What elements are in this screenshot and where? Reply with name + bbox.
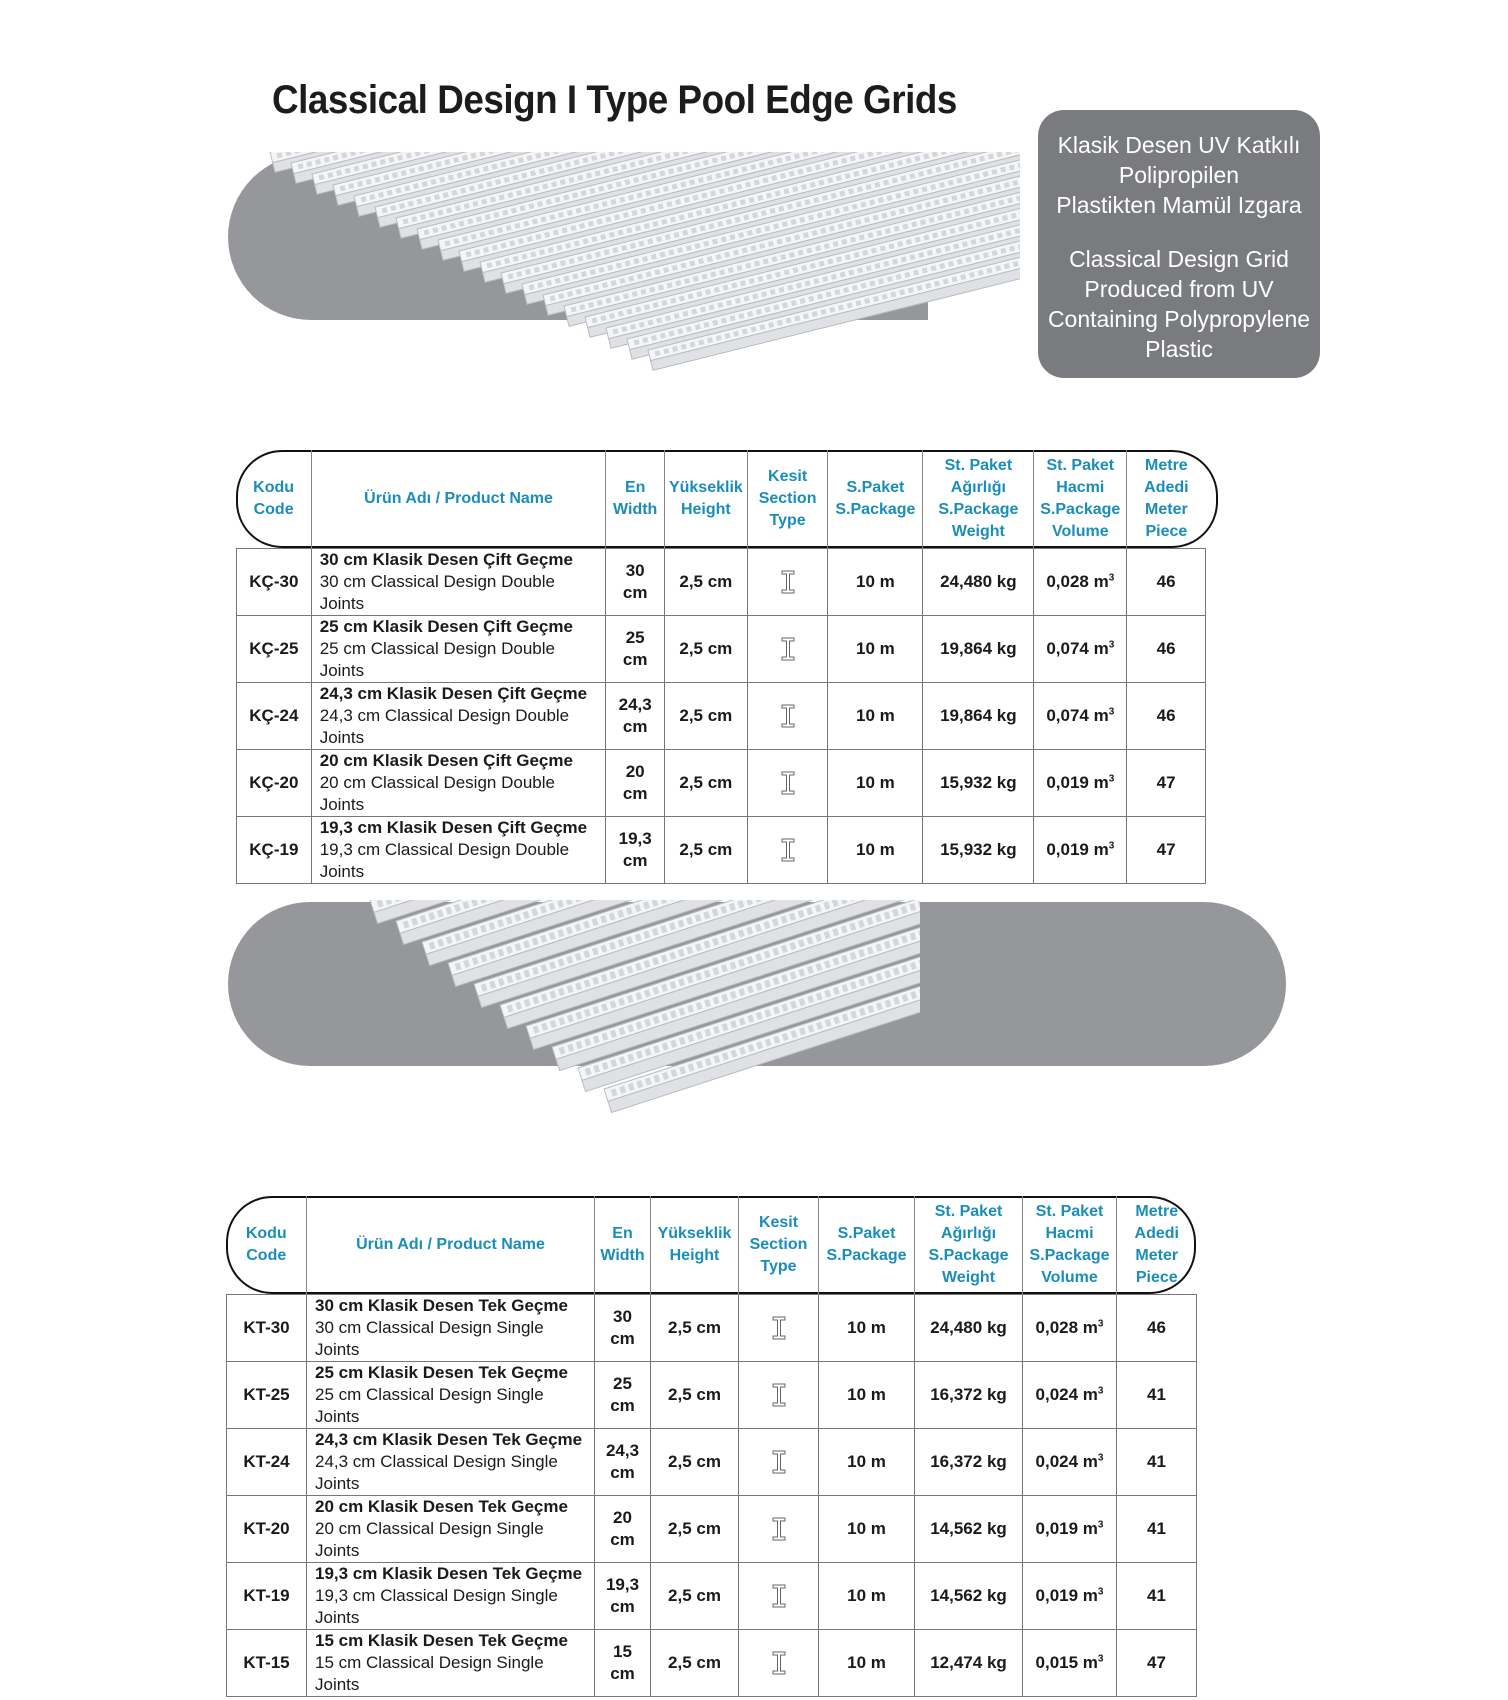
double-joints-table bbox=[236, 450, 1206, 884]
volume-unit: m bbox=[1078, 1653, 1098, 1672]
volume-unit: m bbox=[1078, 1385, 1098, 1404]
volume-value: 0,019 bbox=[1035, 1519, 1079, 1538]
meter-piece: 47 bbox=[1117, 1630, 1197, 1697]
product-name-en: 24,3 cm Classical Design Double Joints bbox=[319, 706, 570, 747]
product-name-tr: 30 cm Klasik Desen Çift Geçme bbox=[319, 550, 573, 569]
col-package-header: S.Paket S.Package bbox=[819, 1196, 915, 1295]
table-row bbox=[237, 750, 1206, 817]
table2-header-row bbox=[227, 1196, 1197, 1295]
table1-header-row bbox=[237, 450, 1206, 549]
package-length: 10 m bbox=[819, 1563, 915, 1630]
i-beam-section-icon bbox=[772, 1316, 786, 1340]
volume-exponent: 3 bbox=[1108, 773, 1115, 785]
section-type bbox=[747, 817, 828, 884]
package-weight: 24,480 kg bbox=[915, 1295, 1023, 1362]
i-beam-section-icon bbox=[781, 704, 795, 728]
package-volume bbox=[1023, 1362, 1117, 1429]
col-width-header: En Width bbox=[606, 450, 665, 549]
package-volume bbox=[1023, 1429, 1117, 1496]
product-name bbox=[307, 1496, 595, 1563]
product-name-en: 25 cm Classical Design Double Joints bbox=[319, 639, 555, 680]
product-name-en: 19,3 cm Classical Design Single Joints bbox=[315, 1586, 558, 1627]
product-height: 2,5 cm bbox=[664, 549, 747, 616]
package-weight: 15,932 kg bbox=[923, 817, 1034, 884]
volume-value: 0,019 bbox=[1035, 1586, 1079, 1605]
table-row bbox=[227, 1630, 1197, 1697]
col-name-header: Ürün Adı / Product Name bbox=[307, 1196, 595, 1295]
product-height: 2,5 cm bbox=[664, 616, 747, 683]
volume-unit: m bbox=[1088, 706, 1109, 725]
product-height: 2,5 cm bbox=[664, 750, 747, 817]
volume-value: 0,028 bbox=[1046, 572, 1089, 591]
section-type bbox=[739, 1295, 819, 1362]
meter-piece: 41 bbox=[1117, 1563, 1197, 1630]
package-weight: 19,864 kg bbox=[923, 683, 1034, 750]
volume-value: 0,019 bbox=[1046, 773, 1089, 792]
product-name-tr: 25 cm Klasik Desen Çift Geçme bbox=[319, 617, 573, 636]
volume-unit: m bbox=[1078, 1452, 1098, 1471]
volume-exponent: 3 bbox=[1108, 572, 1115, 584]
meter-piece: 46 bbox=[1117, 1295, 1197, 1362]
section-type bbox=[747, 549, 828, 616]
table-row bbox=[237, 817, 1206, 884]
volume-value: 0,019 bbox=[1046, 840, 1089, 859]
col-width-header: En Width bbox=[595, 1196, 651, 1295]
package-volume bbox=[1023, 1496, 1117, 1563]
product-name-en: 19,3 cm Classical Design Double Joints bbox=[319, 840, 570, 881]
package-length: 10 m bbox=[819, 1496, 915, 1563]
package-length: 10 m bbox=[828, 817, 923, 884]
package-volume bbox=[1023, 1630, 1117, 1697]
product-name-tr: 24,3 cm Klasik Desen Tek Geçme bbox=[315, 1430, 583, 1449]
section-type bbox=[747, 616, 828, 683]
product-name-tr: 15 cm Klasik Desen Tek Geçme bbox=[315, 1631, 568, 1650]
col-section-header: Kesit Section Type bbox=[739, 1196, 819, 1295]
volume-exponent: 3 bbox=[1108, 840, 1115, 852]
product-height: 2,5 cm bbox=[651, 1295, 739, 1362]
i-beam-section-icon bbox=[772, 1450, 786, 1474]
table-row bbox=[227, 1429, 1197, 1496]
volume-value: 0,015 bbox=[1035, 1653, 1079, 1672]
product-code: KT-19 bbox=[227, 1563, 307, 1630]
meter-piece: 41 bbox=[1117, 1429, 1197, 1496]
product-width: 20 cm bbox=[606, 750, 665, 817]
single-joints-table bbox=[226, 1196, 1197, 1697]
product-width: 25 cm bbox=[595, 1362, 651, 1429]
meter-piece: 47 bbox=[1127, 817, 1206, 884]
volume-value: 0,024 bbox=[1035, 1452, 1079, 1471]
product-name bbox=[307, 1362, 595, 1429]
product-name-en: 20 cm Classical Design Double Joints bbox=[319, 773, 555, 814]
product-height: 2,5 cm bbox=[664, 683, 747, 750]
package-weight: 19,864 kg bbox=[923, 616, 1034, 683]
product-width: 30 cm bbox=[595, 1295, 651, 1362]
package-length: 10 m bbox=[828, 683, 923, 750]
section-type bbox=[739, 1496, 819, 1563]
product-name-en: 30 cm Classical Design Double Joints bbox=[319, 572, 555, 613]
table-row bbox=[227, 1362, 1197, 1429]
table-row bbox=[227, 1496, 1197, 1563]
volume-exponent: 3 bbox=[1097, 1519, 1104, 1531]
product-name bbox=[311, 683, 606, 750]
package-length: 10 m bbox=[819, 1429, 915, 1496]
product-width: 20 cm bbox=[595, 1496, 651, 1563]
package-length: 10 m bbox=[828, 616, 923, 683]
col-height-header: Yükseklik Height bbox=[664, 450, 747, 549]
product-code: KT-30 bbox=[227, 1295, 307, 1362]
section-type bbox=[747, 683, 828, 750]
product-code: KÇ-20 bbox=[237, 750, 312, 817]
product-name bbox=[307, 1630, 595, 1697]
col-piece-header: Metre Adedi Meter Piece bbox=[1117, 1196, 1197, 1295]
package-volume bbox=[1023, 1563, 1117, 1630]
volume-exponent: 3 bbox=[1108, 706, 1115, 718]
product-name bbox=[311, 750, 606, 817]
package-length: 10 m bbox=[819, 1630, 915, 1697]
table-row bbox=[237, 683, 1206, 750]
section-type bbox=[747, 750, 828, 817]
col-volume-header: St. Paket Hacmi S.Package Volume bbox=[1034, 450, 1127, 549]
i-beam-section-icon bbox=[772, 1584, 786, 1608]
col-volume-header: St. Paket Hacmi S.Package Volume bbox=[1023, 1196, 1117, 1295]
meter-piece: 41 bbox=[1117, 1496, 1197, 1563]
col-code-header: Kodu Code bbox=[253, 479, 295, 518]
product-code: KÇ-25 bbox=[237, 616, 312, 683]
meter-piece: 41 bbox=[1117, 1362, 1197, 1429]
package-volume bbox=[1034, 750, 1127, 817]
volume-exponent: 3 bbox=[1097, 1385, 1104, 1397]
meter-piece: 46 bbox=[1127, 616, 1206, 683]
product-code: KT-20 bbox=[227, 1496, 307, 1563]
table-row bbox=[237, 616, 1206, 683]
product-width: 24,3 cm bbox=[606, 683, 665, 750]
product-name-tr: 20 cm Klasik Desen Tek Geçme bbox=[315, 1497, 568, 1516]
product-name-en: 20 cm Classical Design Single Joints bbox=[315, 1519, 544, 1560]
product-width: 15 cm bbox=[595, 1630, 651, 1697]
volume-exponent: 3 bbox=[1097, 1653, 1104, 1665]
package-length: 10 m bbox=[819, 1362, 915, 1429]
product-name bbox=[307, 1563, 595, 1630]
volume-exponent: 3 bbox=[1097, 1586, 1104, 1598]
package-volume bbox=[1023, 1295, 1117, 1362]
product-height: 2,5 cm bbox=[651, 1563, 739, 1630]
page-title: Classical Design I Type Pool Edge Grids bbox=[272, 78, 957, 122]
col-name-header: Ürün Adı / Product Name bbox=[311, 450, 606, 549]
product-code: KÇ-19 bbox=[237, 817, 312, 884]
product-name bbox=[311, 817, 606, 884]
product-name bbox=[311, 549, 606, 616]
package-volume bbox=[1034, 616, 1127, 683]
volume-value: 0,074 bbox=[1046, 706, 1089, 725]
product-width: 19,3 cm bbox=[595, 1563, 651, 1630]
product-height: 2,5 cm bbox=[651, 1496, 739, 1563]
i-beam-section-icon bbox=[772, 1517, 786, 1541]
i-beam-section-icon bbox=[781, 838, 795, 862]
product-width: 30 cm bbox=[606, 549, 665, 616]
package-weight: 14,562 kg bbox=[915, 1563, 1023, 1630]
package-volume bbox=[1034, 683, 1127, 750]
package-weight: 24,480 kg bbox=[923, 549, 1034, 616]
double-joint-grid-image bbox=[260, 152, 1020, 432]
product-code: KÇ-30 bbox=[237, 549, 312, 616]
product-width: 24,3 cm bbox=[595, 1429, 651, 1496]
section-type bbox=[739, 1429, 819, 1496]
volume-unit: m bbox=[1078, 1519, 1098, 1538]
package-weight: 14,562 kg bbox=[915, 1496, 1023, 1563]
product-name-tr: 19,3 cm Klasik Desen Çift Geçme bbox=[319, 818, 588, 837]
volume-value: 0,028 bbox=[1035, 1318, 1079, 1337]
col-code-header: Kodu Code bbox=[245, 1225, 287, 1264]
volume-unit: m bbox=[1078, 1586, 1098, 1605]
package-weight: 16,372 kg bbox=[915, 1362, 1023, 1429]
col-height-header: Yükseklik Height bbox=[651, 1196, 739, 1295]
product-name bbox=[307, 1429, 595, 1496]
package-length: 10 m bbox=[819, 1295, 915, 1362]
i-beam-section-icon bbox=[772, 1651, 786, 1675]
i-beam-section-icon bbox=[781, 570, 795, 594]
product-height: 2,5 cm bbox=[651, 1429, 739, 1496]
volume-value: 0,074 bbox=[1046, 639, 1089, 658]
product-width: 25 cm bbox=[606, 616, 665, 683]
product-name bbox=[307, 1295, 595, 1362]
volume-unit: m bbox=[1088, 840, 1109, 859]
col-section-header: Kesit Section Type bbox=[747, 450, 828, 549]
product-name-en: 24,3 cm Classical Design Single Joints bbox=[315, 1452, 558, 1493]
package-volume bbox=[1034, 549, 1127, 616]
single-joint-grid-image bbox=[360, 900, 920, 1180]
package-weight: 15,932 kg bbox=[923, 750, 1034, 817]
product-name-tr: 25 cm Klasik Desen Tek Geçme bbox=[315, 1363, 568, 1382]
description-tr: Klasik Desen UV Katkılı Polipropilen Plastikten Mamül Izgara bbox=[1056, 132, 1302, 218]
volume-value: 0,024 bbox=[1035, 1385, 1079, 1404]
col-package-header: S.Paket S.Package bbox=[828, 450, 923, 549]
product-height: 2,5 cm bbox=[664, 817, 747, 884]
i-beam-section-icon bbox=[772, 1383, 786, 1407]
product-height: 2,5 cm bbox=[651, 1362, 739, 1429]
product-height: 2,5 cm bbox=[651, 1630, 739, 1697]
col-weight-header: St. Paket Ağırlığı S.Package Weight bbox=[915, 1196, 1023, 1295]
meter-piece: 46 bbox=[1127, 683, 1206, 750]
col-piece-header: Metre Adedi Meter Piece bbox=[1127, 450, 1206, 549]
product-code: KT-24 bbox=[227, 1429, 307, 1496]
table-row bbox=[227, 1563, 1197, 1630]
product-name-tr: 20 cm Klasik Desen Çift Geçme bbox=[319, 751, 573, 770]
product-name-tr: 24,3 cm Klasik Desen Çift Geçme bbox=[319, 684, 588, 703]
product-name-tr: 30 cm Klasik Desen Tek Geçme bbox=[315, 1296, 568, 1315]
meter-piece: 47 bbox=[1127, 750, 1206, 817]
col-weight-header: St. Paket Ağırlığı S.Package Weight bbox=[923, 450, 1034, 549]
section-type bbox=[739, 1563, 819, 1630]
package-weight: 12,474 kg bbox=[915, 1630, 1023, 1697]
section-type bbox=[739, 1630, 819, 1697]
description-en: Classical Design Grid Produced from UV Containing Polypropylene Plastic bbox=[1047, 246, 1311, 362]
volume-unit: m bbox=[1088, 572, 1109, 591]
product-name-en: 25 cm Classical Design Single Joints bbox=[315, 1385, 544, 1426]
package-length: 10 m bbox=[828, 549, 923, 616]
i-beam-section-icon bbox=[781, 637, 795, 661]
package-volume bbox=[1034, 817, 1127, 884]
product-name-tr: 19,3 cm Klasik Desen Tek Geçme bbox=[315, 1564, 583, 1583]
i-beam-section-icon bbox=[781, 771, 795, 795]
product-name-en: 15 cm Classical Design Single Joints bbox=[315, 1653, 544, 1694]
volume-unit: m bbox=[1088, 639, 1109, 658]
package-length: 10 m bbox=[828, 750, 923, 817]
volume-unit: m bbox=[1078, 1318, 1098, 1337]
volume-unit: m bbox=[1088, 773, 1109, 792]
product-name bbox=[311, 616, 606, 683]
meter-piece: 46 bbox=[1127, 549, 1206, 616]
description-box bbox=[1038, 110, 1320, 378]
product-name-en: 30 cm Classical Design Single Joints bbox=[315, 1318, 544, 1359]
table-row bbox=[237, 549, 1206, 616]
product-width: 19,3 cm bbox=[606, 817, 665, 884]
table-row bbox=[227, 1295, 1197, 1362]
product-code: KT-25 bbox=[227, 1362, 307, 1429]
product-code: KT-15 bbox=[227, 1630, 307, 1697]
volume-exponent: 3 bbox=[1108, 639, 1115, 651]
volume-exponent: 3 bbox=[1097, 1452, 1104, 1464]
section-type bbox=[739, 1362, 819, 1429]
package-weight: 16,372 kg bbox=[915, 1429, 1023, 1496]
product-code: KÇ-24 bbox=[237, 683, 312, 750]
volume-exponent: 3 bbox=[1097, 1318, 1104, 1330]
